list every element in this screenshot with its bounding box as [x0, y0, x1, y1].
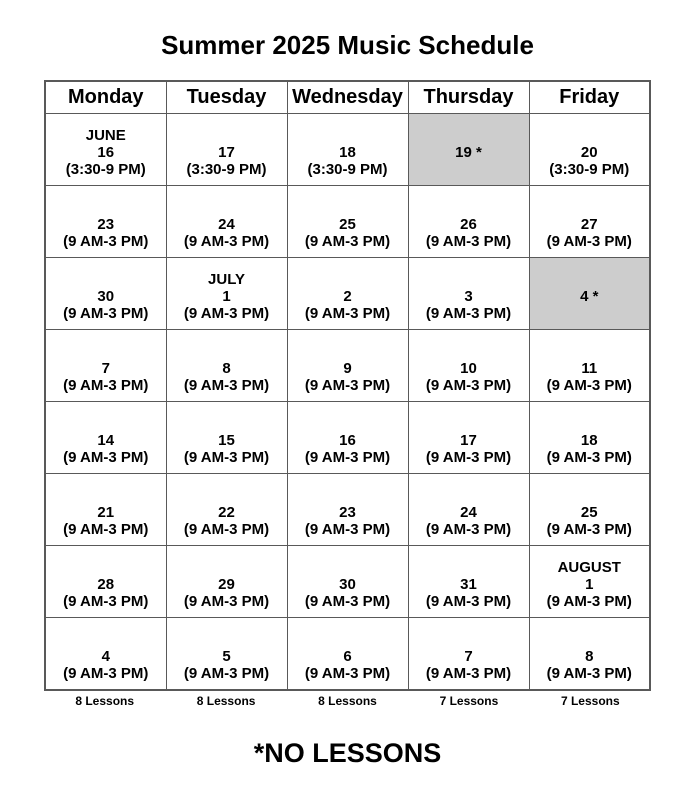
cell-content — [530, 618, 650, 689]
schedule-cell — [45, 114, 166, 186]
cell-content — [530, 186, 650, 257]
cell-content — [409, 402, 529, 473]
cell-day-number: 3 — [464, 288, 473, 305]
schedule-cell — [45, 474, 166, 546]
schedule-cell — [408, 618, 529, 691]
cell-day-number: 2 — [343, 288, 352, 305]
cell-day-number: 4 — [101, 648, 110, 665]
cell-day-number: 8 — [585, 648, 594, 665]
schedule-cell — [166, 114, 287, 186]
cell-time-range: (9 AM-3 PM) — [304, 449, 391, 466]
cell-content — [409, 618, 529, 689]
schedule-cell — [408, 402, 529, 474]
schedule-cell — [166, 402, 287, 474]
cell-content — [167, 474, 287, 545]
cell-time-range: (9 AM-3 PM) — [63, 449, 149, 466]
cell-time-range: (9 AM-3 PM) — [425, 233, 512, 250]
schedule-cell — [408, 330, 529, 402]
cell-time-range: (3:30-9 PM) — [186, 161, 267, 178]
lesson-count: 7 Lessons — [560, 694, 620, 708]
lesson-count: 7 Lessons — [439, 694, 499, 708]
cell-time-range: (9 AM-3 PM) — [304, 593, 391, 610]
schedule-cell-no-lesson — [408, 114, 529, 186]
schedule-cell — [166, 258, 287, 330]
cell-content — [46, 474, 166, 545]
lesson-count: 8 Lessons — [196, 694, 256, 708]
cell-day-number: 5 — [222, 648, 231, 665]
cell-day-number: 11 — [581, 360, 598, 377]
cell-day-number: 4 * — [580, 288, 599, 305]
cell-day-number: 16 — [97, 144, 115, 161]
cell-time-range: (9 AM-3 PM) — [304, 377, 391, 394]
cell-time-range: (9 AM-3 PM) — [63, 305, 149, 322]
cell-content — [167, 258, 287, 329]
cell-day-number: 20 — [580, 144, 598, 161]
schedule-cell — [287, 618, 408, 691]
cell-content — [46, 114, 166, 185]
cell-time-range: (9 AM-3 PM) — [183, 521, 270, 538]
schedule-cell — [287, 114, 408, 186]
cell-month-label: JUNE — [85, 127, 126, 144]
cell-content — [530, 258, 650, 329]
cell-content — [167, 618, 287, 689]
cell-content — [288, 546, 408, 617]
cell-content — [288, 618, 408, 689]
schedule-cell — [529, 330, 650, 402]
cell-content — [288, 402, 408, 473]
cell-content — [167, 330, 287, 401]
lesson-count: 8 Lessons — [318, 694, 377, 708]
schedule-cell — [166, 546, 287, 618]
cell-time-range: (9 AM-3 PM) — [63, 521, 149, 538]
cell-day-number: 25 — [339, 216, 356, 233]
cell-content — [288, 474, 408, 545]
schedule-cell — [45, 186, 166, 258]
schedule-cell — [45, 402, 166, 474]
cell-content — [46, 618, 166, 689]
lesson-counts-row — [44, 694, 651, 708]
schedule-cell — [408, 186, 529, 258]
no-lessons-footnote: *NO LESSONS — [253, 738, 442, 768]
cell-day-number: 9 — [343, 360, 352, 377]
schedule-cell — [529, 114, 650, 186]
schedule-week-row — [45, 474, 650, 546]
cell-content — [409, 474, 529, 545]
cell-day-number: 10 — [460, 360, 477, 377]
cell-content — [530, 114, 650, 185]
cell-time-range: (9 AM-3 PM) — [183, 233, 270, 250]
cell-day-number: 1 — [222, 288, 231, 305]
cell-time-range: (9 AM-3 PM) — [425, 377, 512, 394]
cell-time-range: (9 AM-3 PM) — [304, 305, 391, 322]
schedule-cell — [166, 474, 287, 546]
cell-time-range: (9 AM-3 PM) — [425, 521, 512, 538]
schedule-cell — [408, 474, 529, 546]
cell-day-number: 18 — [580, 432, 598, 449]
schedule-cell — [408, 258, 529, 330]
schedule-cell — [529, 618, 650, 691]
cell-content — [530, 546, 650, 617]
schedule-cell — [287, 258, 408, 330]
schedule-cell — [529, 186, 650, 258]
cell-content — [46, 546, 166, 617]
cell-day-number: 30 — [97, 288, 115, 305]
cell-time-range: (9 AM-3 PM) — [546, 521, 632, 538]
schedule-week-row — [45, 186, 650, 258]
schedule-cell — [529, 402, 650, 474]
cell-day-number: 17 — [218, 144, 235, 161]
cell-day-number: 24 — [218, 216, 235, 233]
cell-month-label: AUGUST — [557, 559, 621, 576]
cell-content — [167, 186, 287, 257]
schedule-cell — [529, 546, 650, 618]
cell-content — [409, 186, 529, 257]
cell-time-range: (9 AM-3 PM) — [63, 377, 149, 394]
schedule-week-row — [45, 114, 650, 186]
schedule-cell — [166, 330, 287, 402]
cell-content — [167, 402, 287, 473]
cell-day-number: 7 — [464, 648, 473, 665]
cell-day-number: 29 — [218, 576, 235, 593]
day-header-friday: Friday — [529, 81, 650, 114]
schedule-week-row — [45, 618, 650, 691]
cell-time-range: (3:30-9 PM) — [549, 161, 630, 178]
schedule-week-row — [45, 402, 650, 474]
schedule-week-row — [45, 330, 650, 402]
cell-time-range: (9 AM-3 PM) — [425, 593, 512, 610]
cell-time-range: (9 AM-3 PM) — [63, 233, 149, 250]
schedule-week-row — [45, 258, 650, 330]
cell-content — [530, 474, 650, 545]
cell-content — [167, 546, 287, 617]
cell-time-range: (9 AM-3 PM) — [63, 593, 149, 610]
cell-time-range: (9 AM-3 PM) — [546, 449, 632, 466]
schedule-cell — [287, 186, 408, 258]
schedule-week-row — [45, 546, 650, 618]
schedule-cell — [287, 546, 408, 618]
cell-content — [409, 330, 529, 401]
schedule-cell — [166, 618, 287, 691]
cell-day-number: 17 — [460, 432, 477, 449]
cell-day-number: 18 — [339, 144, 356, 161]
cell-time-range: (9 AM-3 PM) — [546, 593, 632, 610]
cell-day-number: 6 — [343, 648, 352, 665]
cell-day-number: 26 — [460, 216, 477, 233]
schedule-table — [44, 80, 651, 691]
cell-content — [46, 402, 166, 473]
day-header-monday: Monday — [45, 81, 166, 114]
cell-content — [530, 330, 650, 401]
cell-day-number: 25 — [580, 504, 598, 521]
day-header-tuesday: Tuesday — [166, 81, 287, 114]
cell-content — [409, 258, 529, 329]
cell-time-range: (9 AM-3 PM) — [304, 665, 391, 682]
cell-day-number: 14 — [97, 432, 115, 449]
cell-time-range: (9 AM-3 PM) — [183, 665, 270, 682]
schedule-table-body — [45, 114, 650, 691]
day-header-thursday: Thursday — [408, 81, 529, 114]
cell-day-number: 23 — [339, 504, 356, 521]
schedule-cell — [529, 474, 650, 546]
cell-time-range: (9 AM-3 PM) — [304, 233, 391, 250]
cell-day-number: 31 — [460, 576, 477, 593]
cell-time-range: (9 AM-3 PM) — [183, 305, 270, 322]
cell-day-number: 21 — [97, 504, 115, 521]
schedule-cell-no-lesson — [529, 258, 650, 330]
schedule-cell — [45, 546, 166, 618]
cell-content — [530, 402, 650, 473]
cell-day-number: 15 — [218, 432, 235, 449]
cell-content — [167, 114, 287, 185]
day-header-wednesday: Wednesday — [287, 81, 408, 114]
cell-day-number: 1 — [585, 576, 594, 593]
cell-time-range: (9 AM-3 PM) — [425, 449, 512, 466]
cell-content — [288, 258, 408, 329]
cell-day-number: 7 — [101, 360, 110, 377]
cell-month-label: JULY — [208, 271, 245, 288]
cell-time-range: (9 AM-3 PM) — [425, 665, 512, 682]
schedule-cell — [45, 330, 166, 402]
cell-content — [288, 186, 408, 257]
cell-time-range: (3:30-9 PM) — [307, 161, 388, 178]
cell-content — [409, 114, 529, 185]
cell-time-range: (3:30-9 PM) — [65, 161, 146, 178]
schedule-cell — [287, 402, 408, 474]
schedule-table-head — [45, 81, 650, 114]
cell-time-range: (9 AM-3 PM) — [304, 521, 391, 538]
cell-content — [409, 546, 529, 617]
schedule-cell — [408, 546, 529, 618]
cell-content — [46, 186, 166, 257]
cell-day-number: 27 — [580, 216, 598, 233]
cell-time-range: (9 AM-3 PM) — [183, 449, 270, 466]
cell-day-number: 30 — [339, 576, 356, 593]
schedule-cell — [287, 330, 408, 402]
cell-day-number: 19 * — [455, 144, 482, 161]
schedule-cell — [287, 474, 408, 546]
lesson-count: 8 Lessons — [75, 694, 135, 708]
cell-content — [46, 330, 166, 401]
schedule-cell — [45, 258, 166, 330]
cell-content — [46, 258, 166, 329]
weekday-header-row — [45, 81, 650, 114]
cell-content — [288, 330, 408, 401]
cell-day-number: 28 — [97, 576, 115, 593]
schedule-container — [44, 80, 651, 708]
cell-time-range: (9 AM-3 PM) — [546, 665, 632, 682]
schedule-cell — [45, 618, 166, 691]
cell-time-range: (9 AM-3 PM) — [425, 305, 512, 322]
cell-time-range: (9 AM-3 PM) — [63, 665, 149, 682]
cell-day-number: 22 — [218, 504, 235, 521]
schedule-cell — [166, 186, 287, 258]
cell-time-range: (9 AM-3 PM) — [183, 593, 270, 610]
cell-day-number: 8 — [222, 360, 231, 377]
cell-content — [288, 114, 408, 185]
cell-day-number: 23 — [97, 216, 115, 233]
page-title: Summer 2025 Music Schedule — [161, 30, 534, 60]
cell-time-range: (9 AM-3 PM) — [546, 233, 632, 250]
cell-time-range: (9 AM-3 PM) — [546, 377, 632, 394]
cell-time-range: (9 AM-3 PM) — [183, 377, 270, 394]
cell-day-number: 16 — [339, 432, 356, 449]
cell-day-number: 24 — [460, 504, 477, 521]
